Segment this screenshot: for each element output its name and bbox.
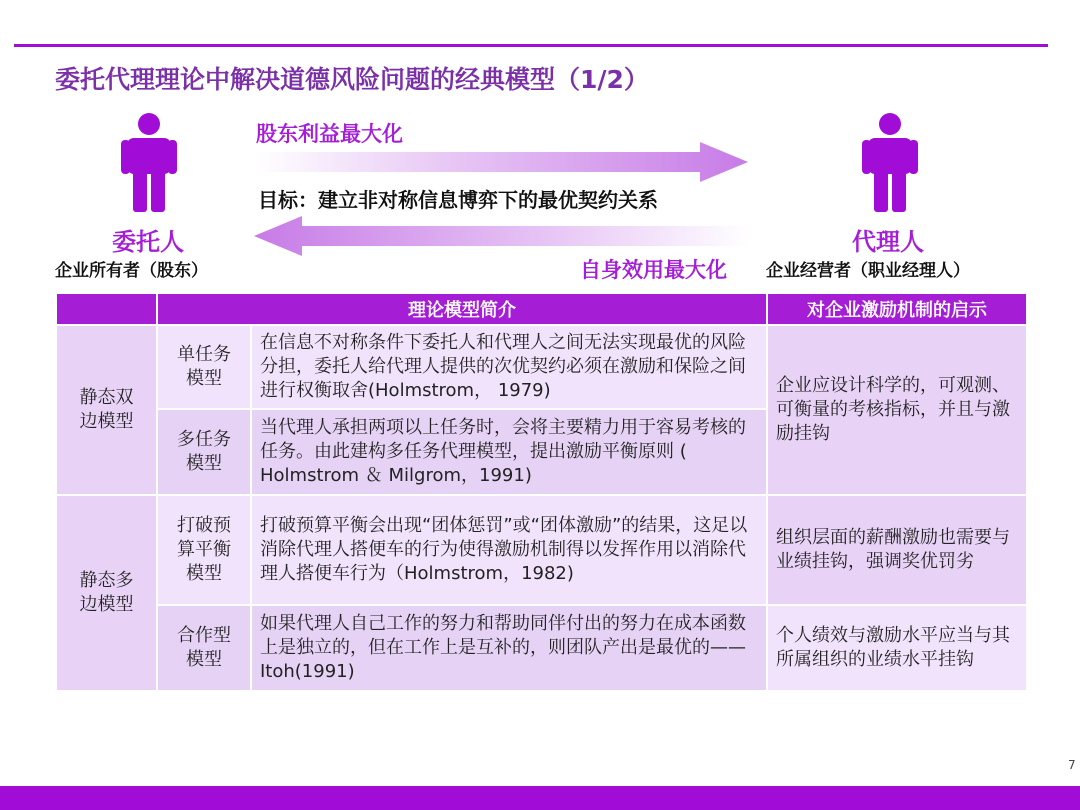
description-cell: 如果代理人自己工作的努力和帮助同伴付出的努力在成本函数上是独立的，但在工作上是互补的，则团队产出是最优的——Itoh(1991) <box>252 606 766 690</box>
description-cell: 打破预算平衡会出现“团体惩罚”或“团体激励”的结果，这足以消除代理人搭便车的行为使得激励机制得以发挥作用以消除代理人搭便车行为（Holmstrom，1982) <box>252 496 766 604</box>
page-number: 7 <box>1068 758 1076 772</box>
model-name-cell: 合作型 模型 <box>158 606 250 690</box>
right-arrow <box>256 142 748 182</box>
table-header-row <box>57 294 1026 324</box>
agent-title: 代理人 <box>852 228 924 256</box>
category-cell: 静态双 边模型 <box>57 326 156 494</box>
description-cell: 当代理人承担两项以上任务时，会将主要精力用于容易考核的任务。由此建构多任务代理模型，提出激励平衡原则 ( Holmstrom ＆ Milgrom，1991) <box>252 410 766 494</box>
table-row <box>57 326 1026 408</box>
model-name-cell: 单任务 模型 <box>158 326 250 408</box>
goal-text: 目标：建立非对称信息博弈下的最优契约关系 <box>258 188 658 212</box>
left-arrow <box>254 216 750 256</box>
principal-subtitle: 企业所有者（股东） <box>55 261 208 281</box>
page-title: 委托代理理论中解决道德风险问题的经典模型（1/2） <box>55 65 649 94</box>
header-blank <box>57 294 156 324</box>
arrow-right-label: 股东利益最大化 <box>256 122 403 146</box>
arrow-left-label: 自身效用最大化 <box>580 258 727 282</box>
agent-subtitle: 企业经营者（职业经理人） <box>766 261 970 281</box>
model-name-cell: 多任务 模型 <box>158 410 250 494</box>
principal-title: 委托人 <box>112 228 184 256</box>
header-implication: 对企业激励机制的启示 <box>768 294 1026 324</box>
person-icon <box>862 112 918 212</box>
implication-cell: 个人绩效与激励水平应当与其所属组织的业绩水平挂钩 <box>768 606 1026 690</box>
header-model-intro: 理论模型简介 <box>158 294 766 324</box>
models-table <box>55 292 1028 692</box>
model-name-cell: 打破预 算平衡 模型 <box>158 496 250 604</box>
table-row <box>57 496 1026 604</box>
bottom-bar <box>0 786 1080 810</box>
category-cell: 静态多 边模型 <box>57 496 156 690</box>
table-row <box>57 606 1026 690</box>
description-cell: 在信息不对称条件下委托人和代理人之间无法实现最优的风险分担，委托人给代理人提供的次优契约必须在激励和保险之间进行权衡取舍(Holmstrom， 1979) <box>252 326 766 408</box>
person-icon <box>121 112 177 212</box>
top-divider <box>14 44 1048 47</box>
implication-cell: 企业应设计科学的，可观测、可衡量的考核指标，并且与激励挂钩 <box>768 326 1026 494</box>
implication-cell: 组织层面的薪酬激励也需要与业绩挂钩，强调奖优罚劣 <box>768 496 1026 604</box>
